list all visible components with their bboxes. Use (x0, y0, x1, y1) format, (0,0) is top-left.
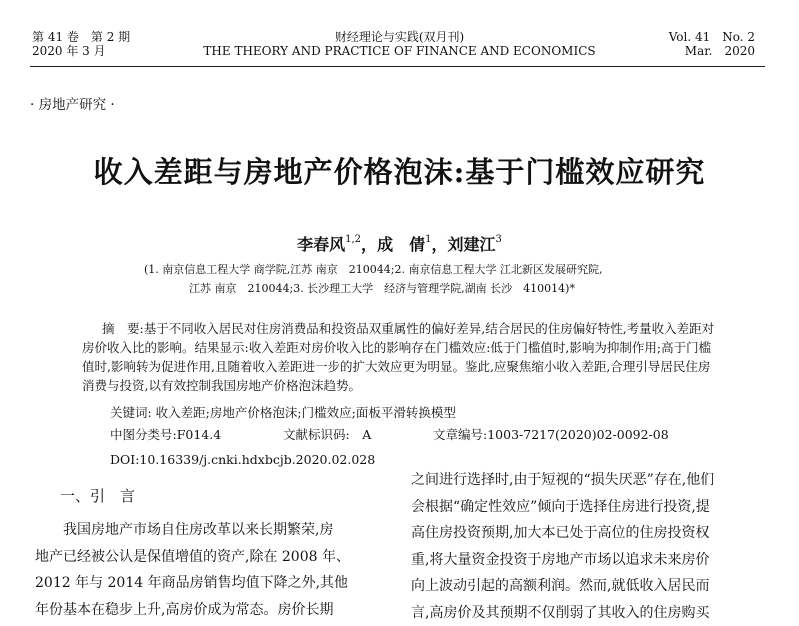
affiliation-line: (1. 南京信息工程大学 商学院,江苏 南京 210044;2. 南京信息工程大学 江北新区发展研究院, (144, 263, 602, 277)
body-column-right (411, 467, 714, 626)
body-line: 年份基本在稳步上升,高房价成为常态。房价长期 (35, 597, 350, 624)
body-line: 之间进行选择时,由于短视的“损失厌恶”存在,他们 (411, 467, 714, 494)
article-number: 文章编号:1003-7217(2020)02-0092-08 (433, 427, 669, 443)
date-cn: 2020 年 3 月 (32, 44, 130, 58)
body-line: 我国房地产市场自住房改革以来长期繁荣,房 (35, 517, 350, 544)
body-line: 地产已经被公认是保值增值的资产,除在 2008 年、 (35, 544, 350, 571)
volume-issue-cn: 第 41 卷 第 2 期 (32, 30, 130, 44)
abstract-label: 摘 要: (102, 321, 144, 336)
author-name: 成 倩 (377, 235, 425, 254)
volume-issue-en: Vol. 41 No. 2 (669, 30, 755, 44)
abstract (82, 319, 722, 395)
body-line: 重,将大量资金投资于房地产市场以追求未来房价 (411, 547, 714, 574)
author-affil-mark: 1 (425, 234, 431, 245)
affiliation-line: 江苏 南京 210044;3. 长沙理工大学 经济与管理学院,湖南 长沙 410014)* (189, 282, 575, 296)
author-separator: ， (431, 235, 447, 254)
body-line: 2012 年与 2014 年商品房销售均值下降之外,其他 (35, 570, 350, 597)
header-right (669, 30, 755, 58)
doi: DOI:10.16339/j.cnki.hdxbcjb.2020.02.028 (110, 452, 375, 467)
author-affil-mark: 1,2 (345, 234, 361, 245)
section-heading: 一、引 言 (60, 485, 135, 506)
journal-name-en: THE THEORY AND PRACTICE OF FINANCE AND ECONOMICS (0, 44, 799, 58)
header-rule (30, 66, 765, 67)
author-list (0, 232, 799, 255)
author-separator: ， (361, 235, 377, 254)
body-column-left (35, 517, 350, 623)
author-affil-mark: 3 (495, 234, 501, 245)
author-name: 李春风 (297, 235, 345, 254)
journal-name-cn: 财经理论与实践(双月刊) (0, 30, 799, 44)
clc-number: 中图分类号:F014.4 (110, 427, 221, 443)
column-label: · 房地产研究 · (30, 93, 115, 113)
author-name: 刘建江 (447, 235, 495, 254)
body-line: 高住房投资预期,加大本已处于高位的住房投资权 (411, 520, 714, 547)
body-line: 会根据“确定性效应”倾向于选择住房进行投资,提 (411, 494, 714, 521)
document-code: 文献标识码: A (283, 427, 371, 443)
date-en: Mar. 2020 (669, 44, 755, 58)
body-line: 言,高房价及其预期不仅削弱了其收入的住房购买 (411, 600, 714, 626)
abstract-text: 基于不同收入居民对住房消费品和投资品双重属性的偏好差异,结合居民的住房偏好特性,考量收入差距对房价收入比的影响。结果显示:收入差距对房价收入比的影响存在门槛效应:低于门槛值时,影响为抑制作用;高于门槛值时,影响转为促进作用,且随着收入差距进一步的扩大效应更为明显。鉴此,应聚焦缩小收入差距,合理引导居民住房消费与投资,以有效控制我国房地产价格泡沫趋势。 (82, 321, 714, 393)
keywords: 关键词: 收入差距;房地产价格泡沫;门槛效应;面板平滑转换模型 (110, 405, 456, 421)
page-title: 收入差距与房地产价格泡沫:基于门槛效应研究 (0, 150, 799, 191)
body-line: 向上波动引起的高额利润。然而,就低收入居民而 (411, 573, 714, 600)
